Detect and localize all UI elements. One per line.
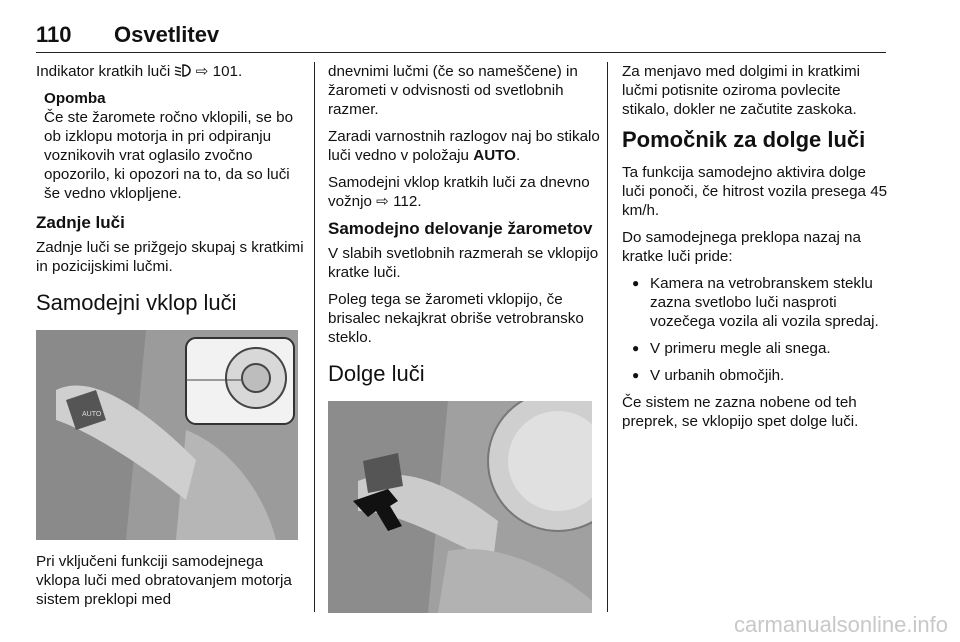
paragraph-daylight: dnevnimi lučmi (če so nameščene) in žarometi v odvisnosti od svetlobnih razmer. (328, 63, 578, 118)
reference-arrow-icon: ⇨ (376, 193, 389, 210)
indicator-line: Indikator kratkih luči ⇨ 101. (36, 63, 243, 80)
page-reference[interactable]: 112. (393, 193, 422, 210)
reference-arrow-icon: ⇨ (195, 63, 209, 80)
list-item: ● V primeru megle ali snega. (622, 339, 892, 358)
figure-auto-label: AUTO (82, 411, 102, 418)
paragraph-switch-back: Do samodejnega preklopa nazaj na kratke luči pride: (622, 229, 861, 265)
page-reference[interactable]: 101. (212, 63, 243, 80)
note-text: Če ste žaromete ročno vklopili, se bo ob izklopu motorja in pri odpiranju voznikovih vrat oglasilo zvočno opozorilo, ki opozori na to, da so luči še vedno vklopljene. (44, 109, 294, 202)
low-beam-icon (174, 64, 191, 77)
page-header (36, 22, 886, 53)
section-heading-rear-lights: Zadnje luči (36, 213, 125, 232)
column-1 (36, 62, 304, 617)
light-switch-illustration (36, 330, 298, 540)
watermark: carmanualsonline.info (733, 612, 948, 637)
paragraph-safety: Zaradi varnostnih razlogov naj bo stikalo luči vedno v položaju AUTO. (328, 128, 600, 164)
section-heading-high-beam-assist: Pomočnik za dolge luči (622, 127, 866, 152)
column-2 (328, 62, 600, 625)
page-number: 110 (36, 22, 72, 47)
paragraph-switch-beams: Za menjavo med dolgimi in kratkimi lučmi potisnite oziroma povlecite stikalo, dokler ne začutite zaskoka. (622, 63, 861, 118)
note-title: Opomba (44, 90, 106, 107)
conditions-list (622, 274, 892, 385)
column-3 (622, 62, 892, 439)
auto-lights-text: Pri vključeni funkciji samodejnega vklopa luči med obratovanjem motorja sistem preklopi med (36, 553, 292, 608)
paragraph-low-light: V slabih svetlobnih razmerah se vklopijo kratke luči. (328, 245, 599, 281)
section-heading-auto-headlights: Samodejno delovanje žarometov (328, 219, 593, 238)
paragraph-daytime: Samodejni vklop kratkih luči za dnevno vožnjo ⇨ 112. (328, 174, 590, 210)
auto-position-label: AUTO (473, 147, 516, 164)
paragraph-wiper: Poleg tega se žarometi vklopijo, če brisalec nekajkrat obriše vetrobransko steklo. (328, 291, 584, 346)
section-heading-auto-lights: Samodejni vklop luči (36, 290, 237, 315)
high-beam-illustration (328, 401, 592, 613)
rear-lights-text: Zadnje luči se prižgejo skupaj s kratkimi in pozicijskimi lučmi. (36, 239, 304, 275)
column-divider (607, 62, 608, 612)
list-item: ● V urbanih območjih. (622, 366, 892, 385)
column-divider (314, 62, 315, 612)
section-heading-high-beam: Dolge luči (328, 361, 425, 386)
page-title: Osvetlitev (114, 22, 220, 47)
paragraph-no-obstacles: Če sistem ne zazna nobene od teh preprek, se vklopijo spet dolge luči. (622, 394, 859, 430)
note-box (44, 89, 304, 203)
paragraph-assist-function: Ta funkcija samodejno aktivira dolge luči ponoči, če hitrost vozila presega 45 km/h. (622, 164, 888, 219)
list-item: ● Kamera na vetrobranskem steklu zazna svetlobo luči nasproti vozečega vozila ali vozila spredaj. (622, 274, 892, 331)
